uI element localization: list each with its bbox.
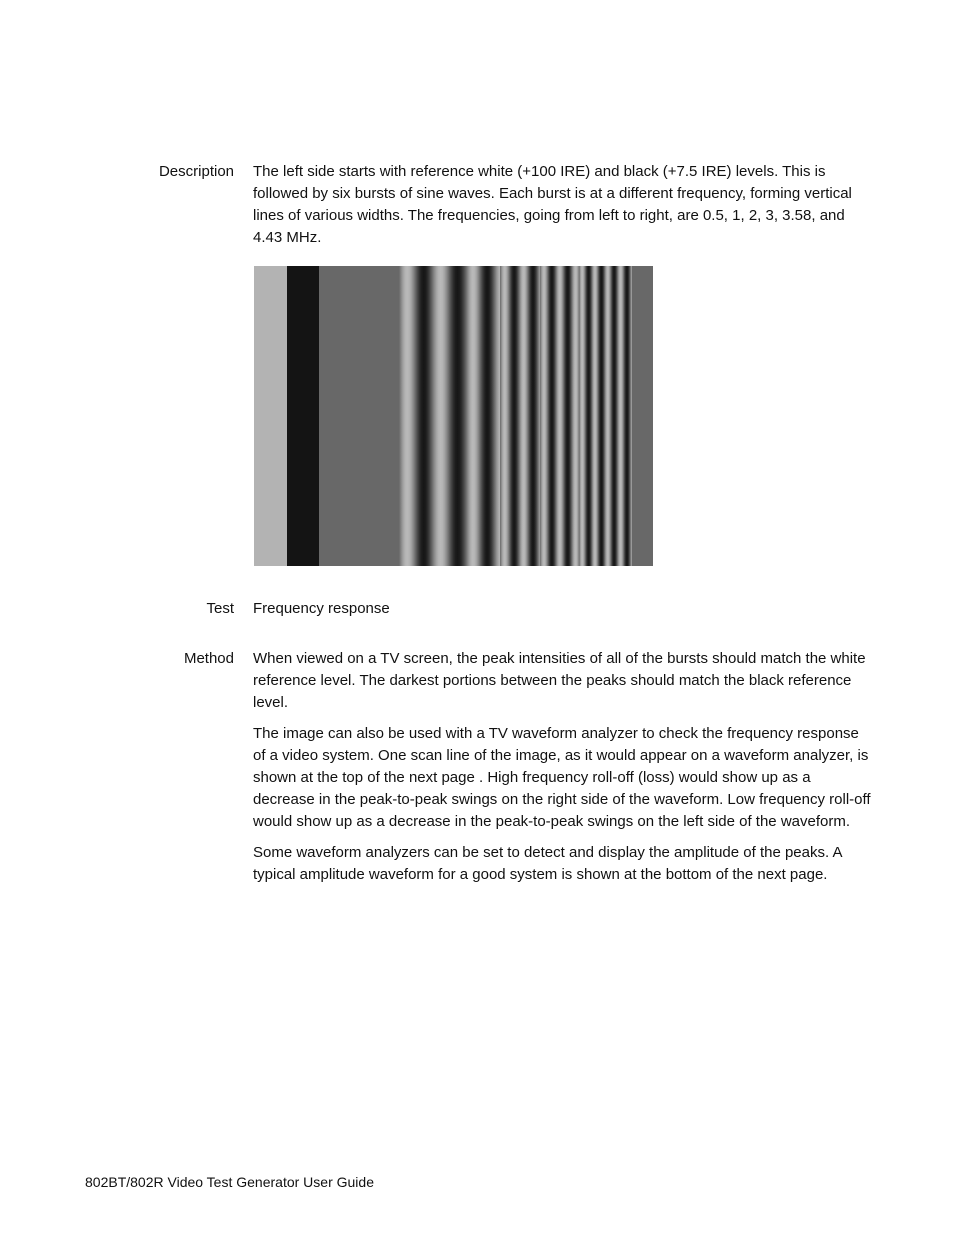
method-paragraph: The image can also be used with a TV waveform analyzer to check the frequency response of a video system. One scan line of the image, as it would appear on a waveform analyzer, is shown at the top of the next page . High frequency roll-off (loss) would show up as a decrease in the peak-to-peak swings on the right side of the waveform. Low frequency roll-off would show up as a decrease in the peak-to-peak swings on the left side of the waveform. — [253, 725, 871, 830]
sine-burst-5 — [579, 266, 632, 566]
test-label: Test — [206, 600, 234, 617]
multiburst-pattern-image — [254, 266, 653, 566]
method-paragraph: When viewed on a TV screen, the peak intensities of all of the bursts should match the white reference level. The darkest portions between the peaks should match the black reference level. — [253, 650, 866, 711]
sine-burst-3 — [500, 266, 540, 566]
method-paragraph: Some waveform analyzers can be set to detect and display the amplitude of the peaks. A typical amplitude waveform for a good system is shown at the bottom of the next page. — [253, 844, 842, 883]
reference-white-bar — [254, 266, 287, 566]
reference-black-bar — [287, 266, 319, 566]
sine-burst-0 — [399, 266, 432, 566]
description-label: Description — [158, 163, 234, 180]
description-paragraph: The left side starts with reference white (+100 IRE) and black (+7.5 IRE) levels. This is followed by six bursts of sine waves. Each burst is at a different frequency, forming vertical lines of various widths. The frequencies, going from left to right, are 0.5, 1, 2, 3, 3.58, and 4.43 MHz. — [253, 163, 852, 246]
test-paragraph: Frequency response — [253, 600, 390, 617]
page-footer: 802BT/802R Video Test Generator User Guide — [85, 1174, 374, 1190]
sine-burst-1 — [432, 266, 466, 566]
description-text — [253, 161, 873, 258]
method-text — [253, 648, 873, 895]
sine-burst-2 — [466, 266, 500, 566]
test-text — [253, 598, 873, 629]
sine-burst-4 — [540, 266, 579, 566]
method-label: Method — [183, 650, 234, 667]
